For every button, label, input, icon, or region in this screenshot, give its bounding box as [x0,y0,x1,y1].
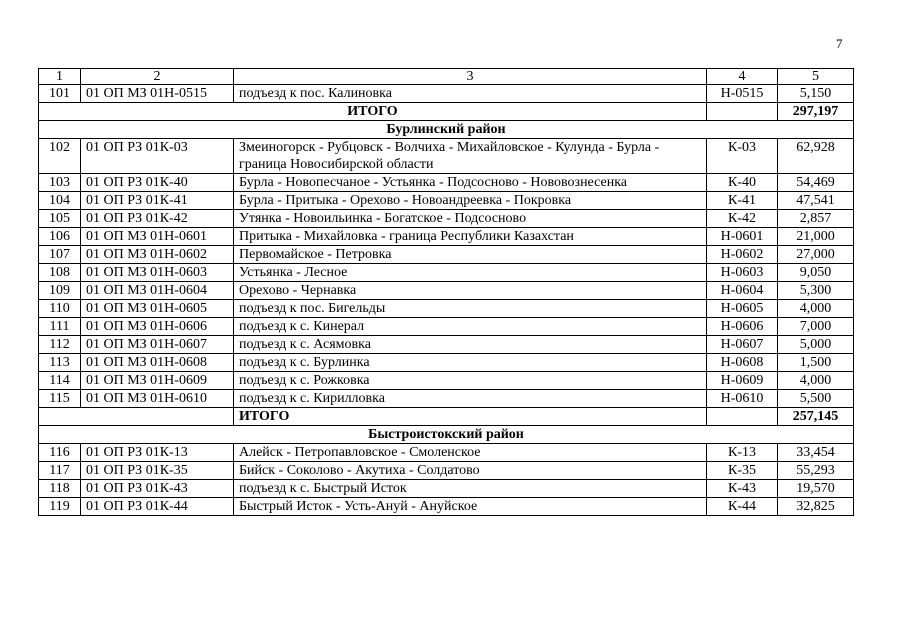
row-number: 103 [39,174,81,192]
header-cell-5: 5 [778,69,854,85]
row-number: 101 [39,85,81,103]
road-length: 33,454 [778,444,854,462]
road-index: Н-0603 [707,264,778,282]
road-index: К-03 [707,139,778,174]
table-row [39,498,854,516]
road-code: 01 ОП РЗ 01К-03 [81,139,234,174]
header-cell-3: 3 [234,69,707,85]
road-index: К-40 [707,174,778,192]
row-number: 104 [39,192,81,210]
road-code: 01 ОП МЗ 01Н-0604 [81,282,234,300]
road-index: Н-0604 [707,282,778,300]
road-code: 01 ОП МЗ 01Н-0603 [81,264,234,282]
district-title: Быстроистокский район [39,426,854,444]
roads-table [38,68,854,516]
road-length: 1,500 [778,354,854,372]
row-number: 111 [39,318,81,336]
row-number: 118 [39,480,81,498]
total-empty-cell [707,103,778,121]
road-length: 2,857 [778,210,854,228]
road-code: 01 ОП МЗ 01Н-0605 [81,300,234,318]
row-number: 108 [39,264,81,282]
road-name: Устьянка - Лесное [234,264,707,282]
road-index: Н-0605 [707,300,778,318]
road-name: подъезд к с. Асямовка [234,336,707,354]
road-code: 01 ОП МЗ 01Н-0515 [81,85,234,103]
road-length: 9,050 [778,264,854,282]
road-code: 01 ОП РЗ 01К-13 [81,444,234,462]
header-cell-4: 4 [707,69,778,85]
road-name: Бурла - Притыка - Орехово - Новоандреевка - Покровка [234,192,707,210]
road-length: 5,000 [778,336,854,354]
table-row [39,192,854,210]
row-number: 119 [39,498,81,516]
road-code: 01 ОП МЗ 01Н-0602 [81,246,234,264]
table-row [39,174,854,192]
road-length: 7,000 [778,318,854,336]
road-index: Н-0607 [707,336,778,354]
road-name: Первомайское - Петровка [234,246,707,264]
road-name: Быстрый Исток - Усть-Ануй - Ануйское [234,498,707,516]
road-code: 01 ОП РЗ 01К-42 [81,210,234,228]
table-row [39,336,854,354]
total-label: ИТОГО [39,103,707,121]
header-cell-1: 1 [39,69,81,85]
road-code: 01 ОП РЗ 01К-35 [81,462,234,480]
road-index: Н-0602 [707,246,778,264]
road-length: 62,928 [778,139,854,174]
road-length: 5,150 [778,85,854,103]
road-length: 21,000 [778,228,854,246]
road-name: подъезд к с. Бурлинка [234,354,707,372]
road-code: 01 ОП РЗ 01К-40 [81,174,234,192]
header-row [39,69,854,85]
road-length: 4,000 [778,372,854,390]
road-index: Н-0515 [707,85,778,103]
road-index: Н-0610 [707,390,778,408]
table-row [39,372,854,390]
road-code: 01 ОП МЗ 01Н-0607 [81,336,234,354]
total-empty-cell [39,408,234,426]
road-code: 01 ОП МЗ 01Н-0601 [81,228,234,246]
road-index: К-42 [707,210,778,228]
road-length: 27,000 [778,246,854,264]
total-value: 257,145 [778,408,854,426]
road-length: 32,825 [778,498,854,516]
road-index: Н-0601 [707,228,778,246]
table-row [39,210,854,228]
road-name: Бурла - Новопесчаное - Устьянка - Подсосново - Нововознесенка [234,174,707,192]
total-row [39,103,854,121]
total-value: 297,197 [778,103,854,121]
row-number: 106 [39,228,81,246]
road-code: 01 ОП РЗ 01К-44 [81,498,234,516]
table-row [39,228,854,246]
table-row [39,462,854,480]
table-row [39,300,854,318]
road-index: К-13 [707,444,778,462]
road-code: 01 ОП МЗ 01Н-0606 [81,318,234,336]
road-name: подъезд к с. Быстрый Исток [234,480,707,498]
road-name: Бийск - Соколово - Акутиха - Солдатово [234,462,707,480]
road-length: 5,500 [778,390,854,408]
table-row [39,318,854,336]
road-length: 54,469 [778,174,854,192]
road-code: 01 ОП РЗ 01К-43 [81,480,234,498]
row-number: 114 [39,372,81,390]
road-name: подъезд к пос. Бигельды [234,300,707,318]
total-row [39,408,854,426]
district-title: Бурлинский район [39,121,854,139]
row-number: 117 [39,462,81,480]
road-name: подъезд к с. Рожковка [234,372,707,390]
row-number: 107 [39,246,81,264]
table-row [39,246,854,264]
row-number: 109 [39,282,81,300]
table-row [39,354,854,372]
road-name: подъезд к с. Кирилловка [234,390,707,408]
table-row [39,390,854,408]
row-number: 105 [39,210,81,228]
table-row [39,85,854,103]
road-index: Н-0608 [707,354,778,372]
road-length: 4,000 [778,300,854,318]
road-length: 55,293 [778,462,854,480]
road-index: К-41 [707,192,778,210]
row-number: 112 [39,336,81,354]
table-row [39,444,854,462]
row-number: 110 [39,300,81,318]
road-name: Утянка - Новоильинка - Богатское - Подсосново [234,210,707,228]
road-name: подъезд к пос. Калиновка [234,85,707,103]
table-row [39,480,854,498]
road-index: Н-0609 [707,372,778,390]
table-row [39,282,854,300]
road-code: 01 ОП МЗ 01Н-0608 [81,354,234,372]
road-name: Орехово - Чернавка [234,282,707,300]
road-code: 01 ОП МЗ 01Н-0609 [81,372,234,390]
district-row [39,426,854,444]
road-index: К-44 [707,498,778,516]
road-index: К-43 [707,480,778,498]
road-length: 5,300 [778,282,854,300]
page-number: 7 [836,36,843,51]
district-row [39,121,854,139]
road-name: Змеиногорск - Рубцовск - Волчиха - Михайловское - Кулунда - Бурла - граница Новосибирской области [234,139,707,174]
table-row [39,139,854,174]
road-name: Алейск - Петропавловское - Смоленское [234,444,707,462]
road-index: К-35 [707,462,778,480]
total-label: ИТОГО [234,408,707,426]
row-number: 102 [39,139,81,174]
table-row [39,264,854,282]
road-name: Притыка - Михайловка - граница Республики Казахстан [234,228,707,246]
road-name: подъезд к с. Кинерал [234,318,707,336]
total-empty-cell [707,408,778,426]
road-length: 19,570 [778,480,854,498]
road-code: 01 ОП МЗ 01Н-0610 [81,390,234,408]
road-code: 01 ОП РЗ 01К-41 [81,192,234,210]
row-number: 113 [39,354,81,372]
road-index: Н-0606 [707,318,778,336]
row-number: 116 [39,444,81,462]
road-length: 47,541 [778,192,854,210]
roads-table-body [39,69,854,516]
header-cell-2: 2 [81,69,234,85]
row-number: 115 [39,390,81,408]
